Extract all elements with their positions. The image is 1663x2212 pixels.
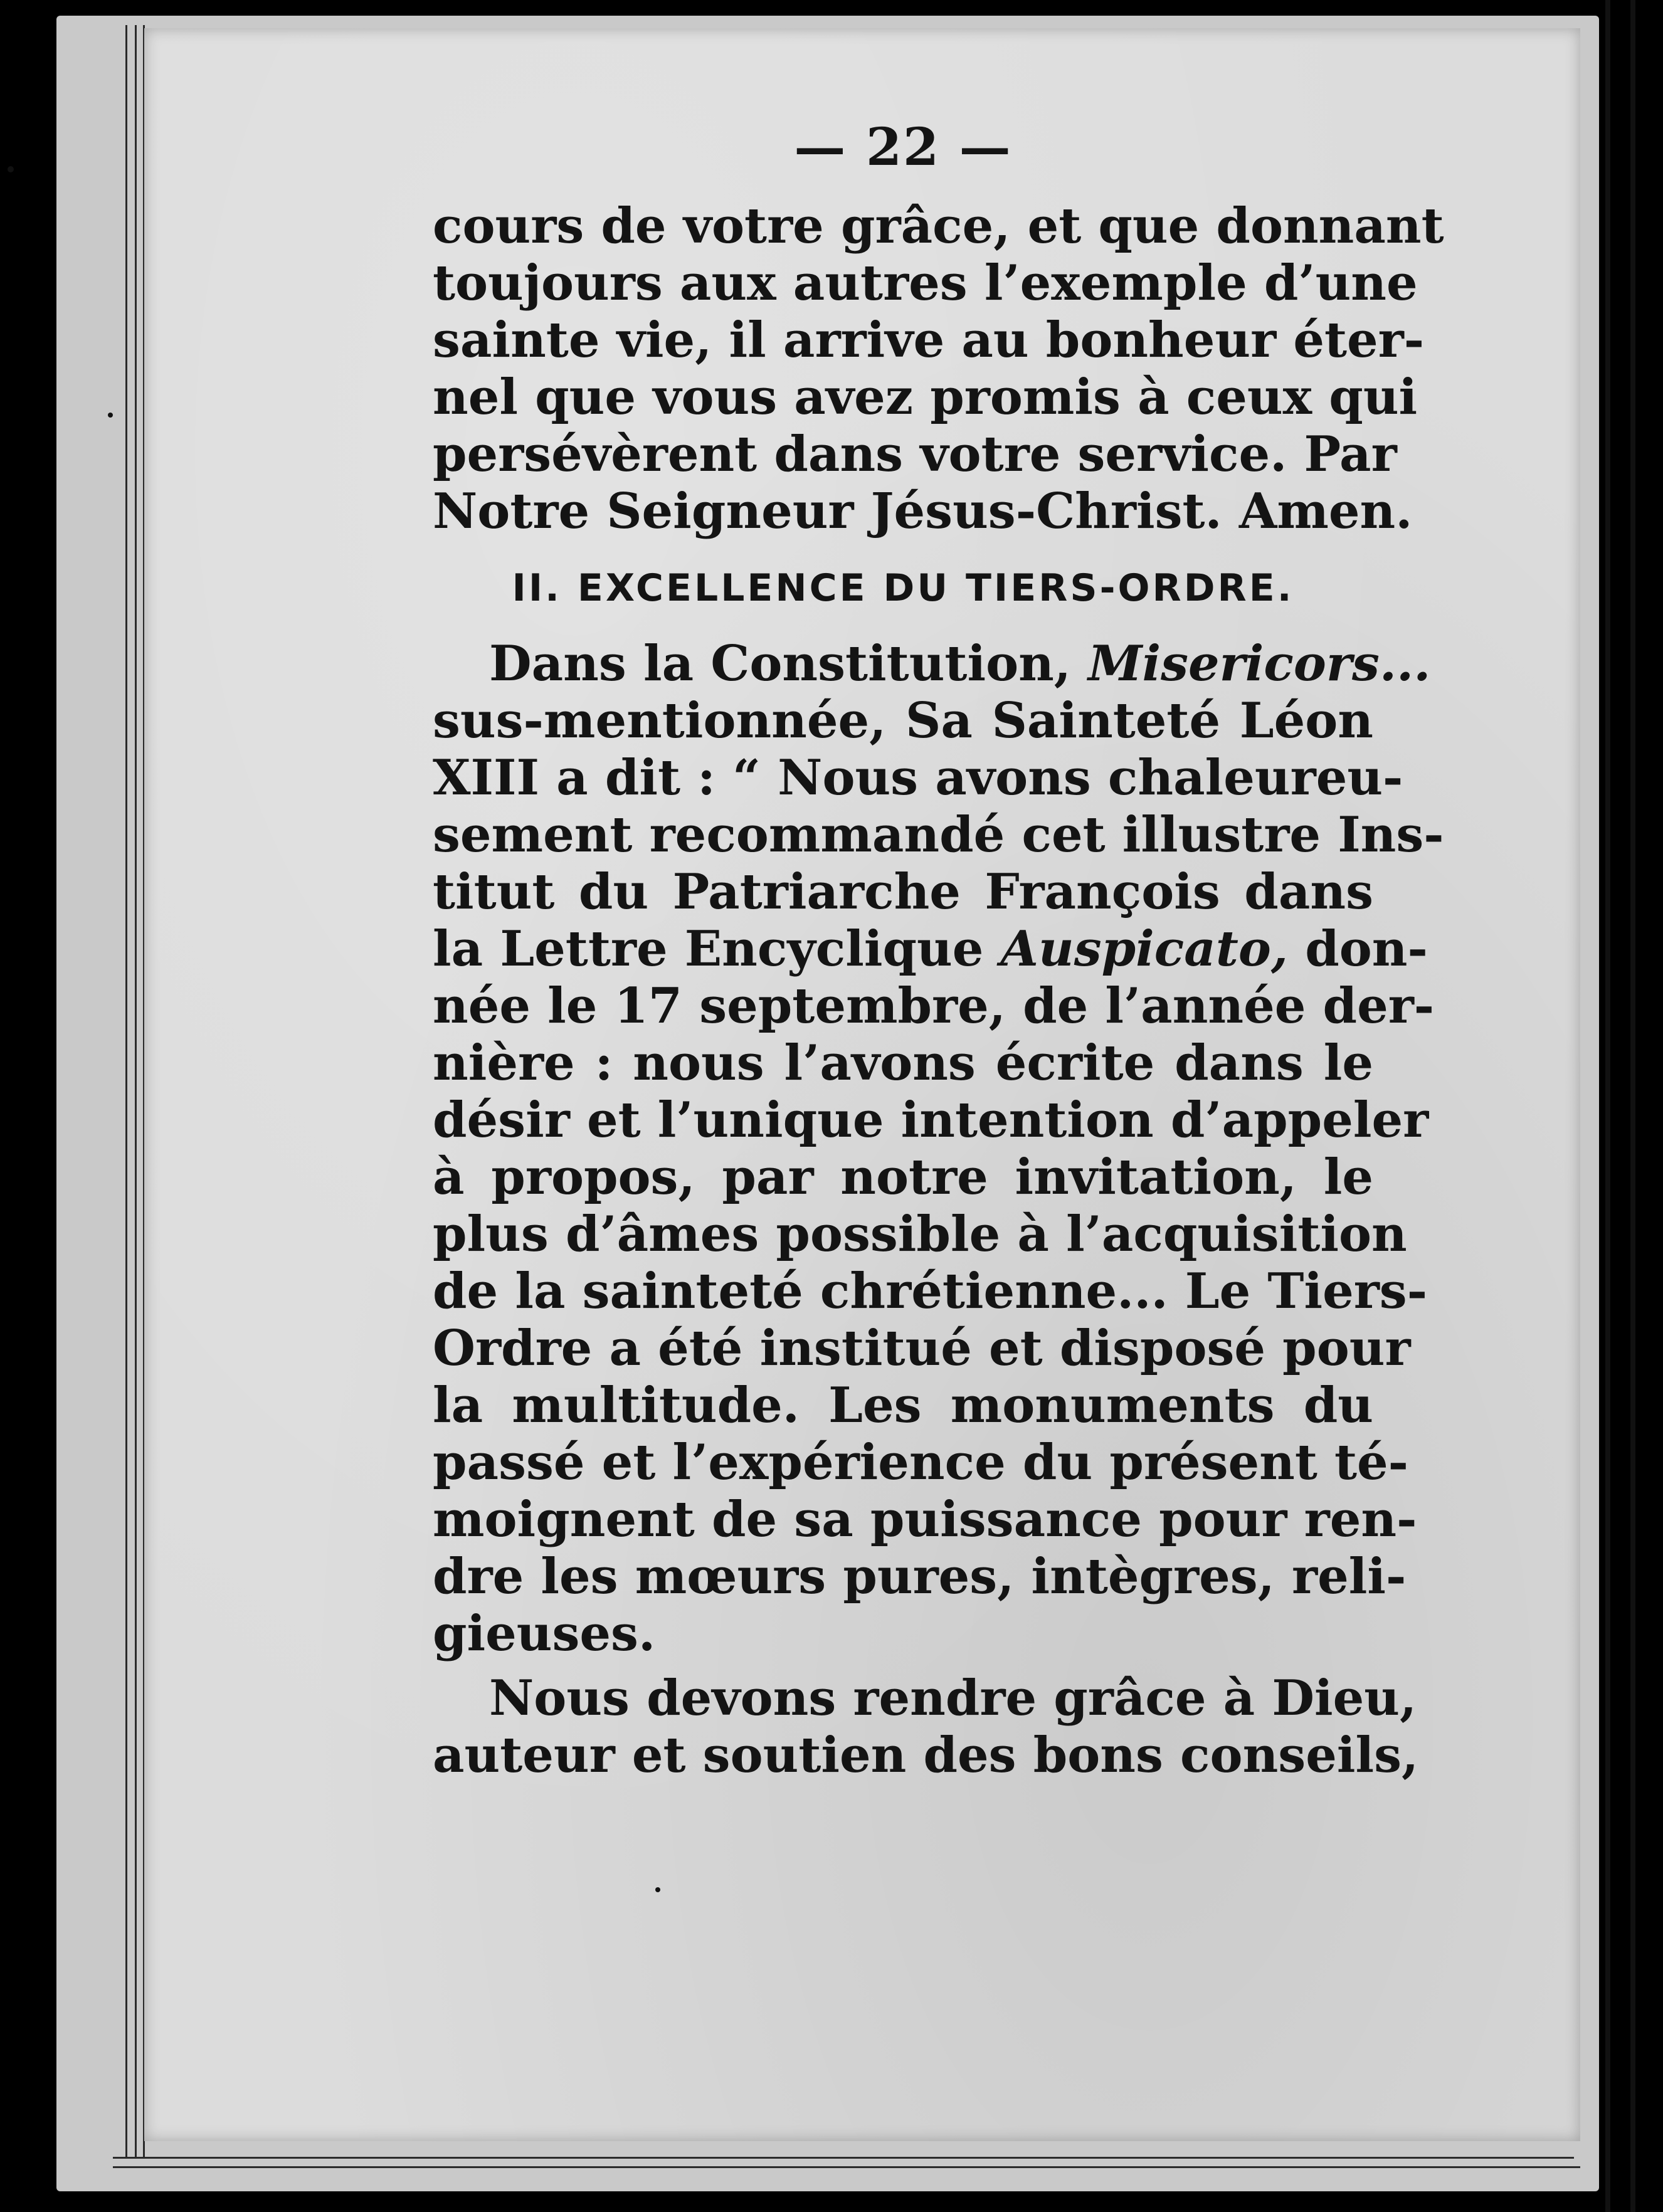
text-line [433,920,1428,977]
text-line: Ordre a été institué et disposé pour [433,1320,1411,1377]
section-heading: II. EXCELLENCE DU TIERS-ORDRE. [512,566,1294,610]
text-line: auteur et soutien des bons conseils, [433,1727,1419,1784]
italic-title: Auspicato, [1000,920,1289,977]
right-border [1605,0,1610,2212]
text-fragment: don- [1305,920,1428,977]
italic-title: Misericors... [1088,635,1431,692]
scan-speck [655,1887,660,1892]
text-line: passé et l’expérience du présent té- [433,1434,1409,1491]
text-line: née le 17 septembre, de l’année der- [433,977,1435,1035]
text-line: moignent de sa puissance pour ren- [433,1491,1417,1548]
text-line: titut du Patriarche François dans [433,863,1373,920]
text-line: gieuses. [433,1605,656,1662]
text-line: cours de votre grâce, et que donnant [433,198,1444,255]
text-line: XIII a dit : “ Nous avons chaleureu- [433,749,1403,806]
page-number: — 22 — [794,117,1012,177]
page-text [433,110,1444,1784]
text-line: sainte vie, il arrive au bonheur éter- [433,312,1425,369]
text-line: nel que vous avez promis à ceux qui [433,369,1418,426]
text-line: nière : nous l’avons écrite dans le [433,1035,1373,1092]
text-line: persévèrent dans votre service. Par [433,426,1397,483]
continuation-paragraph [433,198,1444,540]
right-border [1630,0,1635,2212]
text-line: Nous devons rendre grâce à Dieu, [489,1670,1417,1727]
text-line: désir et l’unique intention d’appeler [433,1092,1429,1149]
text-line: sus-mentionnée, Sa Sainteté Léon [433,692,1373,749]
text-line [433,635,1431,692]
scan-speck [8,166,14,172]
page-edge-line [125,25,127,2157]
text-fragment: la Lettre Encyclique [433,920,984,977]
paragraph-constitution [433,635,1444,1662]
text-line: de la sainteté chrétienne... Le Tiers- [433,1263,1428,1320]
page-edge-line [113,2166,1580,2168]
text-line: la multitude. Les monuments du [433,1377,1373,1434]
page-edge-line [135,25,137,2157]
text-fragment: Dans la Constitution, [489,635,1071,692]
scan-speck [108,413,113,418]
text-line: plus d’âmes possible à l’acquisition [433,1206,1407,1263]
page-edge-line [113,2157,1574,2159]
paragraph-grace [433,1670,1419,1784]
text-line: à propos, par notre invitation, le [433,1149,1373,1206]
text-line: Notre Seigneur Jésus-Christ. Amen. [433,483,1413,540]
text-line: dre les mœurs pures, intègres, reli- [433,1548,1407,1605]
text-line: toujours aux autres l’exemple d’une [433,255,1418,312]
text-line: sement recommandé cet illustre Ins- [433,806,1444,863]
